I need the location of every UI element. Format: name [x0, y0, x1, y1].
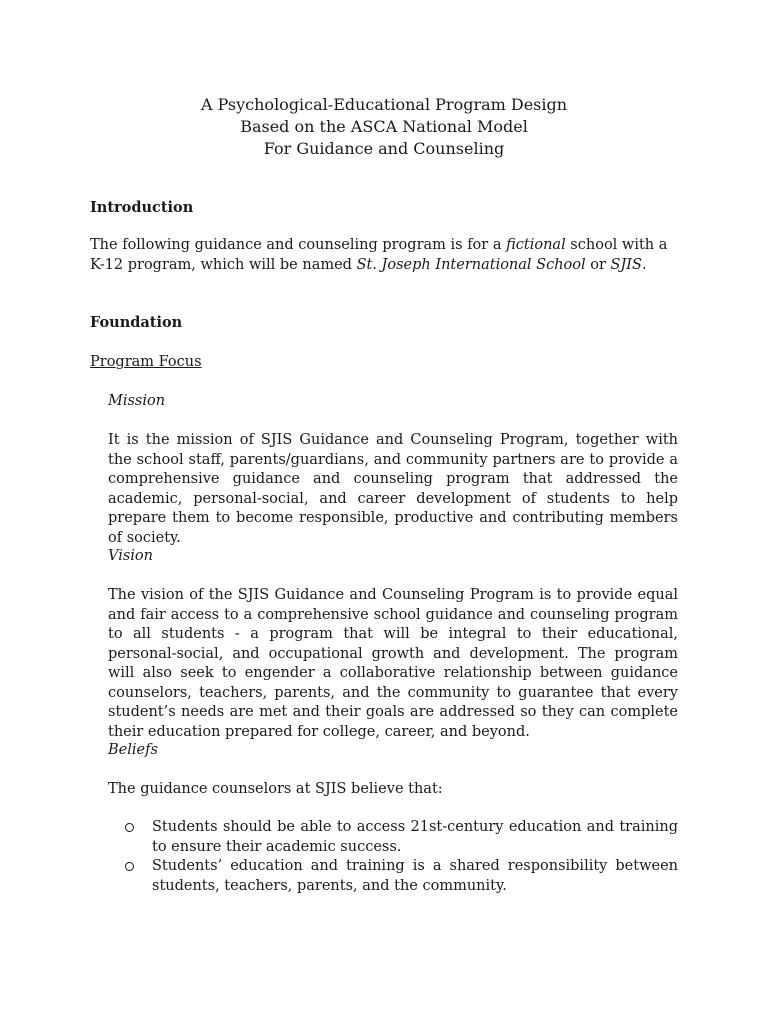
beliefs-list	[108, 818, 678, 896]
vision-label: Vision	[108, 548, 154, 564]
belief-text: Students’ education and training is a shared responsibility between students, teachers, parents, and the community.	[152, 858, 678, 894]
list-item	[108, 818, 678, 857]
mission-label: Mission	[108, 393, 166, 409]
document-title	[0, 94, 768, 160]
intro-text-3: or	[585, 256, 611, 273]
list-item	[108, 857, 678, 896]
introduction-heading: Introduction	[90, 199, 194, 216]
title-line-1: A Psychological-Educational Program Design	[200, 95, 568, 114]
mission-paragraph: It is the mission of SJIS Guidance and Counseling Program, together with the school staff, parents/guardians, and community partners are to provide a comprehensive guidance and counseling program that addressed the academic, personal-social, and career development of students to help prepare them to become responsible, productive and contributing members of society.	[108, 432, 678, 546]
intro-italic-school-name: St. Joseph International School	[356, 256, 586, 273]
title-line-2: Based on the ASCA National Model	[240, 117, 528, 136]
title-line-3: For Guidance and Counseling	[263, 139, 505, 158]
foundation-heading: Foundation	[90, 314, 183, 331]
intro-text-4: .	[641, 256, 647, 273]
vision-paragraph: The vision of the SJIS Guidance and Counseling Program is to provide equal and fair access to a comprehensive school guidance and counseling program to all students - a program that will be integral to their educational, personal-social, and occupational growth and development. The program will also seek to engender a collaborative relationship between guidance counselors, teachers, parents, and the community to guarantee that every student’s needs are met and their goals are addressed so they can complete their education prepared for college, career, and beyond.	[108, 587, 678, 740]
intro-text-2: school with a K-12 program, which will be named	[90, 237, 668, 273]
program-focus-subheading: Program Focus	[90, 354, 202, 370]
intro-italic-sjis: SJIS	[610, 256, 642, 273]
beliefs-label: Beliefs	[108, 742, 158, 758]
hollow-circle-bullet-icon	[125, 823, 134, 832]
intro-text-1: The following guidance and counseling program is for a	[90, 237, 507, 253]
belief-text: Students should be able to access 21st-century education and training to ensure their academic success.	[152, 819, 678, 855]
intro-italic-fictional: fictional	[506, 237, 566, 253]
beliefs-intro: The guidance counselors at SJIS believe that:	[108, 781, 443, 797]
introduction-paragraph	[90, 236, 678, 275]
hollow-circle-bullet-icon	[125, 862, 134, 871]
